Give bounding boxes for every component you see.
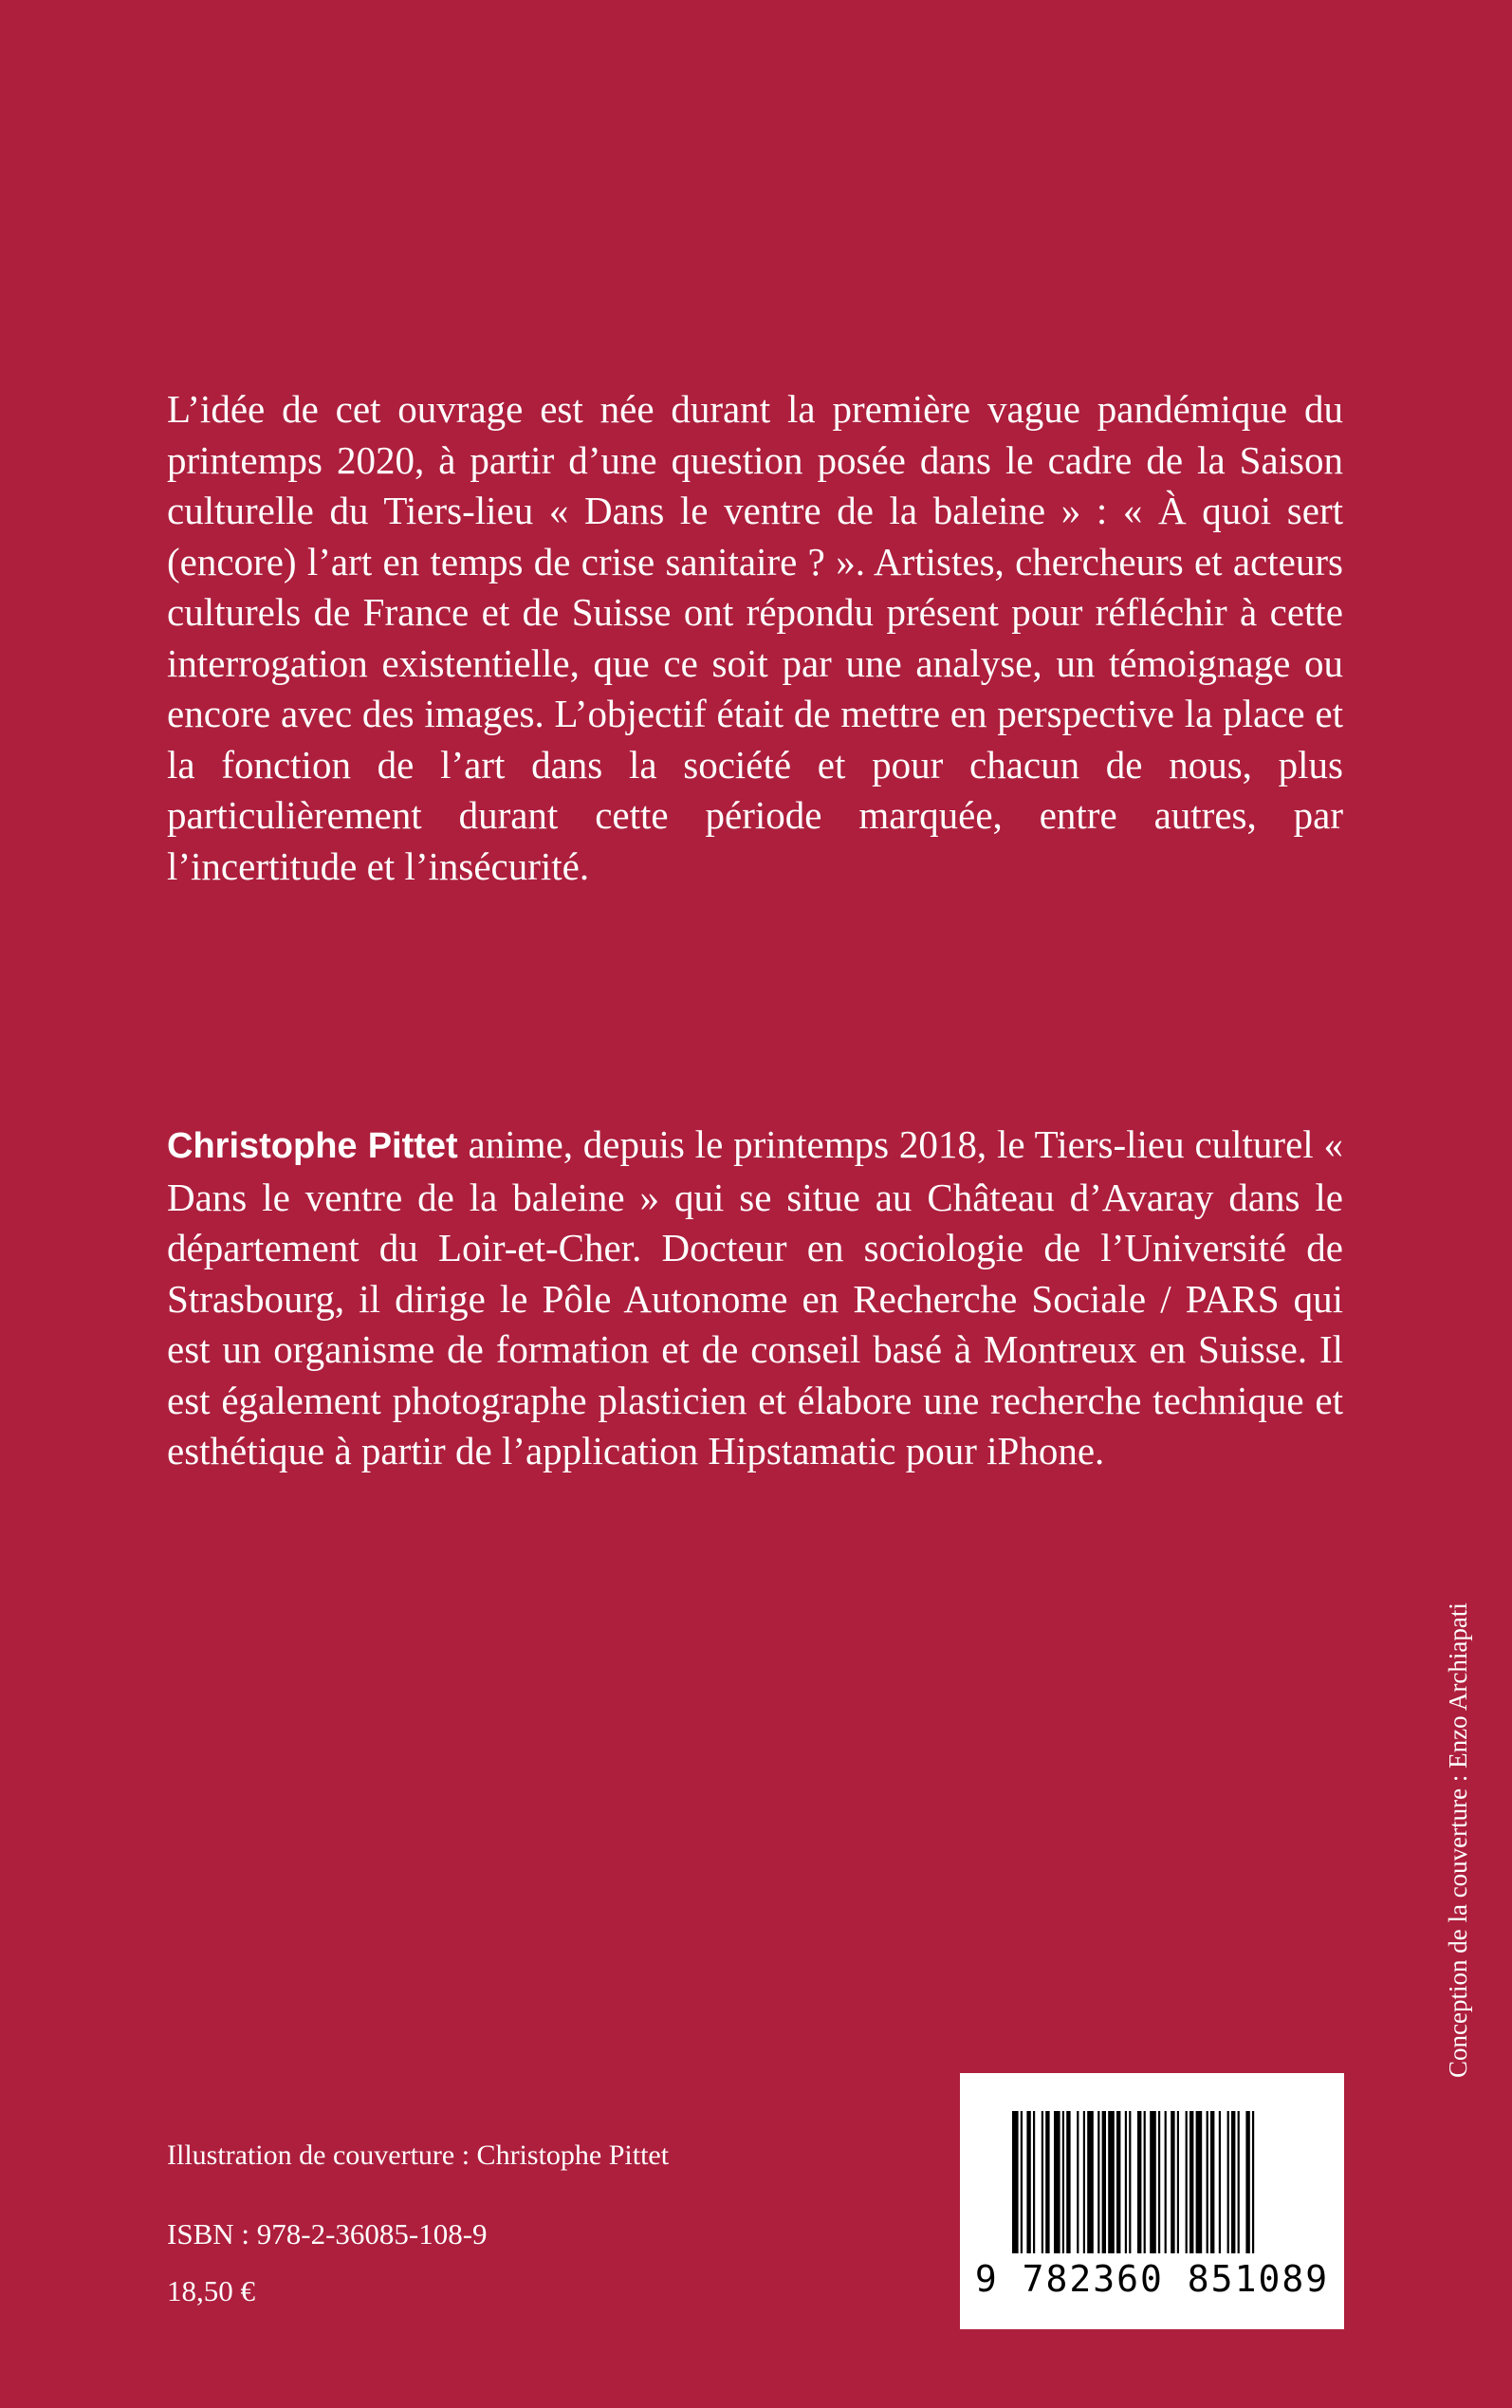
barcode-bar <box>1137 2111 1141 2253</box>
barcode-bar <box>1083 2111 1085 2253</box>
isbn: ISBN : 978-2-36085-108-9 <box>167 2217 488 2251</box>
author-bio <box>167 1120 1343 1477</box>
illustration-credit: Illustration de couverture : Christophe Pittet <box>167 2139 670 2171</box>
back-cover-blurb: L’idée de cet ouvrage est née durant la première vague pandémique du printemps 2020, à partir d’une question posée dans le cadre de la Saison culturelle du Tiers-lieu « Dans le ventre de la baleine » : « À quoi sert (encore) l’art en temps de crise sanitaire ? ». Artistes, chercheurs et acteurs culturels de France et de Suisse ont répondu présent pour réfléchir à cette interrogation existentielle, que ce soit par une analyse, un témoignage ou encore avec des images. L’objectif était de mettre en perspective la place et la fonction de l’art dans la société et pour chacun de nous, plus particulièrement durant cette période marquée, entre autres, par l’incertitude et l’insécurité. <box>167 387 1343 888</box>
barcode-bar <box>1087 2111 1094 2253</box>
barcode-bar <box>1012 2111 1019 2253</box>
barcode-bar <box>1125 2111 1127 2253</box>
barcode-bar <box>1238 2111 1240 2253</box>
barcode-bar <box>1252 2111 1254 2253</box>
barcode-bar <box>1245 2111 1249 2253</box>
barcode-bar <box>1171 2111 1174 2253</box>
barcode-bar <box>1026 2111 1030 2253</box>
barcode-bar <box>1196 2111 1203 2253</box>
barcode-bar <box>1033 2111 1035 2253</box>
barcode-bar <box>1177 2111 1179 2253</box>
author-name: Christophe Pittet <box>167 1126 458 1166</box>
barcode-bar <box>1144 2111 1146 2253</box>
barcode-bar <box>1186 2111 1188 2253</box>
barcode-bar <box>1066 2111 1070 2253</box>
barcode-bar <box>1102 2111 1106 2253</box>
barcode-bar <box>1054 2111 1060 2253</box>
barcode-bar <box>1077 2111 1079 2253</box>
barcode-bar <box>1116 2111 1120 2253</box>
barcode-bars <box>960 2073 1344 2263</box>
barcode-bar <box>1150 2111 1156 2253</box>
cover-design-credit: Conception de la couverture : Enzo Archiapati <box>1444 1602 1472 2078</box>
barcode-bar <box>1219 2111 1221 2253</box>
barcode-bar <box>1227 2111 1229 2253</box>
barcode-bar <box>1062 2111 1064 2253</box>
barcode-bar <box>1210 2111 1214 2253</box>
barcode-bar <box>1021 2111 1023 2253</box>
barcode-bar <box>1045 2111 1049 2253</box>
author-bio-text: anime, depuis le printemps 2018, le Tiers-lieu culturel « Dans le ventre de la baleine » qui se situe au Château d’Avaray dans le département du Loir-et-Cher. Docteur en sociologie de l’Université de Strasbourg, il dirige le Pôle Autonome en Recherche Sociale / PARS qui est un organisme de formation et de conseil basé à Montreux en Suisse. Il est également photographe plasticien et élabore une recherche technique et esthétique à partir de l’application Hipstamatic pour iPhone. <box>167 1122 1344 1473</box>
barcode-bar <box>1158 2111 1160 2253</box>
price: 18,50 € <box>167 2274 255 2307</box>
barcode-bar <box>1108 2111 1115 2253</box>
barcode-bar <box>1129 2111 1131 2253</box>
barcode-bar <box>1165 2111 1167 2253</box>
barcode-bar <box>1189 2111 1193 2253</box>
barcode-bar <box>1231 2111 1235 2253</box>
barcode <box>960 2073 1344 2329</box>
barcode-digits: 9 782360 851089 <box>974 2258 1330 2300</box>
barcode-bar <box>1097 2111 1099 2253</box>
barcode-bar <box>1207 2111 1208 2253</box>
barcode-bar <box>1042 2111 1043 2253</box>
